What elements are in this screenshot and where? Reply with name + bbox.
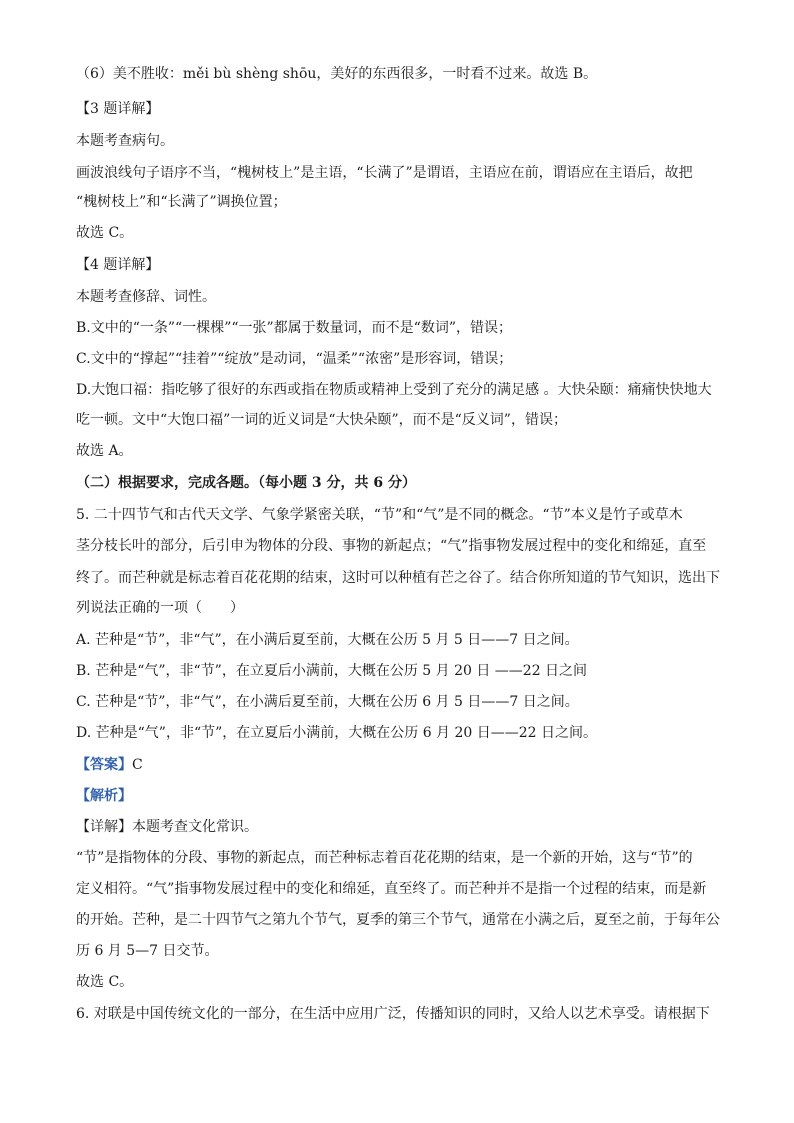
option-b: B. 芒种是“气”，非“节”，在立夏后小满前，大概在公历 5 月 20 日 ——22 日之间 <box>76 663 588 679</box>
question-text: 列说法正确的一项（ ） <box>76 600 244 616</box>
text-line: 故选 A。 <box>76 443 133 459</box>
question-text: 6. 对联是中国传统文化的一部分，在生活中应用广泛，传播知识的同时，又给人以艺术享受。请根据下 <box>76 1006 710 1022</box>
section-heading: 【3 题详解】 <box>76 101 160 117</box>
text-line: 故选 C。 <box>76 225 134 241</box>
text-line: “节”是指物体的分段、事物的新起点，而芒种标志着百花花期的结束，是一个新的开始，这与“节”的 <box>76 850 693 866</box>
analysis-tag: 【解析】 <box>76 788 132 804</box>
text-line: B.文中的“一条”“一棵棵”“一张”都属于数量词，而不是“数词”，错误； <box>76 320 512 336</box>
answer-tag: 【答案】 <box>76 757 132 773</box>
text-line: 的开始。芒种，是二十四节气之第九个节气，夏季的第三个节气，通常在小满之后，夏至之前，于每年公 <box>76 912 720 928</box>
text-line: C.文中的“撑起”“挂着”“绽放”是动词，“温柔”“浓密”是形容词，错误； <box>76 351 513 367</box>
text-line: “槐树枝上”和“长满了”调换位置； <box>76 194 287 210</box>
text-line: 定义相符。“气”指事物发展过程中的变化和绵延，直至终了。而芒种并不是指一个过程的结束，而是新 <box>76 881 707 897</box>
detail-tag: 【详解】 <box>76 819 132 835</box>
option-a: A. 芒种是“节”，非“气”，在小满后夏至前，大概在公历 5 月 5 日——7 日之间。 <box>76 632 579 648</box>
answer-value: C <box>132 757 143 773</box>
text-line: （6）美不胜收：měi bù shèng shōu，美好的东西很多，一时看不过来。故选 B。 <box>76 66 598 82</box>
section-title: （二）根据要求，完成各题。（每小题 3 分，共 6 分） <box>76 475 416 491</box>
text-line: 故选 C。 <box>76 974 134 990</box>
question-text: 5. 二十四节气和古代天文学、气象学紧密关联，“节”和“气”是不同的概念。“节”本义是竹子或草木 <box>76 507 683 523</box>
text-line: 本题考查病句。 <box>76 133 174 149</box>
option-c: C. 芒种是“节”，非“气”，在小满后夏至前，大概在公历 6 月 5 日——7 日之间。 <box>76 694 579 710</box>
answer-line <box>76 755 726 775</box>
text-line: 历 6 月 5—7 日交节。 <box>76 943 219 959</box>
text-line: 本题考查修辞、词性。 <box>76 289 216 305</box>
detail-text: 本题考查文化常识。 <box>132 819 258 835</box>
text-line: D.大饱口福：指吃够了很好的东西或指在物质或精神上受到了充分的满足感 。大快朵颐：痛痛快快地大 <box>76 382 712 398</box>
text-line: 吃一顿。文中“大饱口福”一词的近义词是“大快朵颐”，而不是“反义词”，错误； <box>76 412 567 428</box>
option-d: D. 芒种是“气”，非“节”，在立夏后小满前，大概在公历 6 月 20 日——22 日之间。 <box>76 725 598 741</box>
question-text: 茎分枝长叶的部分，后引申为物体的分段、事物的新起点；“气”指事物发展过程中的变化和绵延，直至 <box>76 538 707 554</box>
text-line: 画波浪线句子语序不当，“槐树枝上”是主语，“长满了”是谓语，主语应在前，谓语应在主语后，故把 <box>76 165 693 181</box>
detail-line <box>76 817 726 837</box>
section-heading: 【4 题详解】 <box>76 257 160 273</box>
question-text: 终了。而芒种就是标志着百花花期的结束，这时可以种植有芒之谷了。结合你所知道的节气知识，选出下 <box>76 570 720 586</box>
